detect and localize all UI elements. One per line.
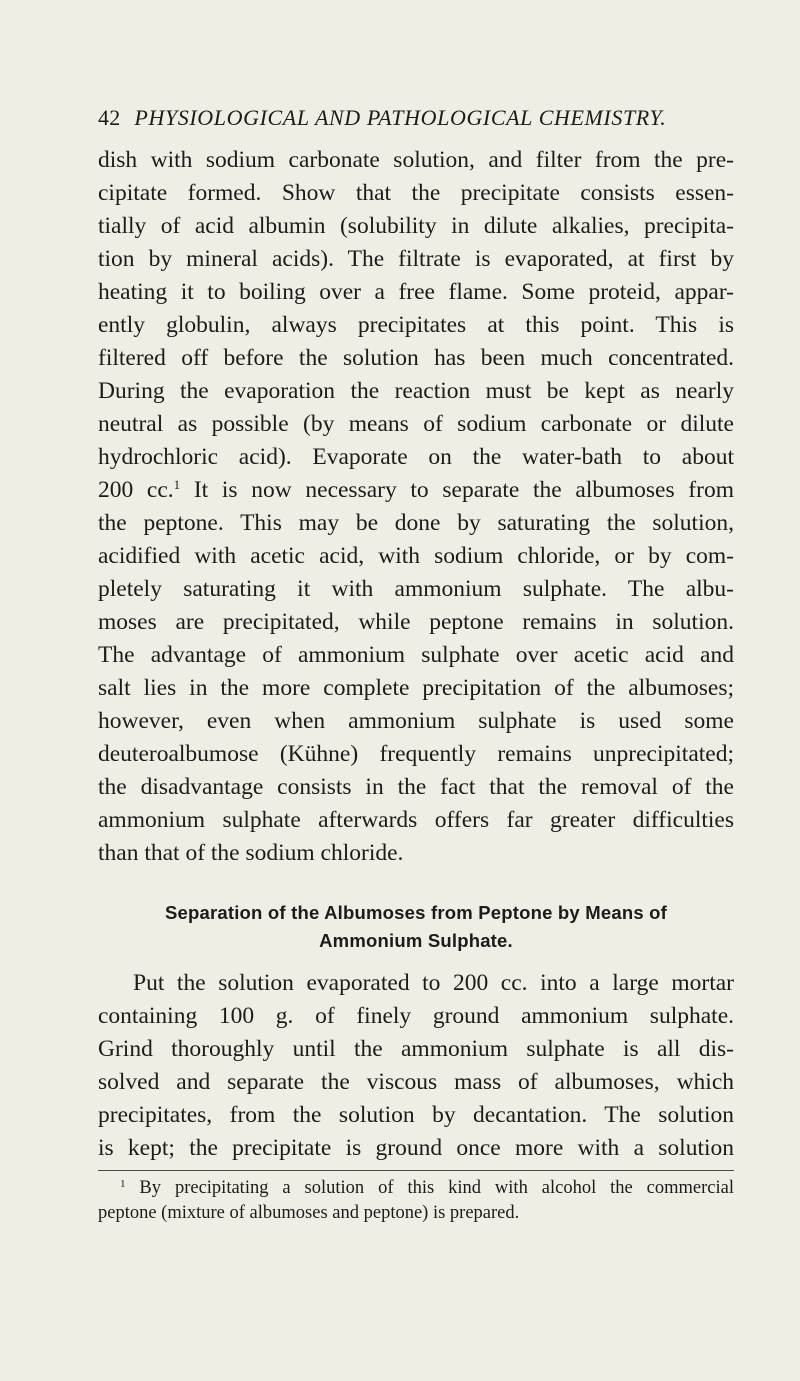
body-line-footnote-ref — [98, 475, 734, 505]
footnote-reference[interactable]: 1 — [173, 477, 181, 492]
body-line: tion by mineral acids). The filtrate is evaporated, at first by — [98, 246, 734, 272]
line-text-after: It is now necessary to separate the albumoses from — [180, 477, 734, 503]
body-line: hydrochloric acid). Evaporate on the water-bath to about — [98, 444, 734, 470]
footnote-rule — [98, 1170, 734, 1171]
body-line: The advantage of ammonium sulphate over acetic acid and — [98, 642, 734, 668]
body-line: moses are precipitated, while peptone remains in solution. — [98, 609, 734, 635]
body-line: the disadvantage consists in the fact that the removal of the — [98, 774, 734, 800]
page-number: 42 — [98, 105, 121, 130]
section-line: containing 100 g. of finely ground ammonium sulphate. — [98, 1003, 734, 1029]
body-line: heating it to boiling over a free flame. Some proteid, appar- — [98, 279, 734, 305]
footnote-text-1: By precipitating a solution of this kind with alcohol the commercial — [125, 1178, 734, 1198]
body-line: the peptone. This may be done by saturating the solution, — [98, 510, 734, 536]
section-line: is kept; the precipitate is ground once more with a solution — [98, 1135, 734, 1161]
body-line: cipitate formed. Show that the precipitate consists essen- — [98, 180, 734, 206]
running-head — [98, 104, 718, 132]
footnote-line-2: peptone (mixture of albumoses and peptone) is prepared. — [98, 1203, 520, 1223]
section-line: Grind thoroughly until the ammonium sulphate is all dis- — [98, 1036, 734, 1062]
body-line: than that of the sodium chloride. — [98, 840, 404, 866]
section-heading-line-2: Ammonium Sulphate. — [319, 930, 513, 951]
body-line: pletely saturating it with ammonium sulphate. The albu- — [98, 576, 734, 602]
body-line: During the evaporation the reaction must be kept as nearly — [98, 378, 734, 404]
running-title: PHYSIOLOGICAL AND PATHOLOGICAL CHEMISTRY. — [134, 105, 667, 130]
line-text-before: 200 cc. — [98, 477, 174, 503]
body-line: neutral as possible (by means of sodium carbonate or dilute — [98, 411, 734, 437]
footnote-marker: 1 — [120, 1178, 126, 1190]
section-line: Put the solution evaporated to 200 cc. into a large mortar — [133, 970, 734, 996]
footnote-line-1 — [120, 1176, 734, 1200]
body-line: acidified with acetic acid, with sodium chloride, or by com- — [98, 543, 734, 569]
body-line: ammonium sulphate afterwards offers far greater difficulties — [98, 807, 734, 833]
section-heading-line-1: Separation of the Albumoses from Peptone by Means of — [164, 902, 668, 923]
body-line: however, even when ammonium sulphate is used some — [98, 708, 734, 734]
section-line: solved and separate the viscous mass of albumoses, which — [98, 1069, 734, 1095]
body-line: salt lies in the more complete precipitation of the albumoses; — [98, 675, 734, 701]
body-line: dish with sodium carbonate solution, and filter from the pre- — [98, 147, 734, 173]
body-line: filtered off before the solution has been much concentrated. — [98, 345, 734, 371]
body-line: deuteroalbumose (Kühne) frequently remains unprecipitated; — [98, 741, 734, 767]
body-line: tially of acid albumin (solubility in dilute alkalies, precipita- — [98, 213, 734, 239]
section-line: precipitates, from the solution by decantation. The solution — [98, 1102, 734, 1128]
body-line: ently globulin, always precipitates at this point. This is — [98, 312, 734, 338]
